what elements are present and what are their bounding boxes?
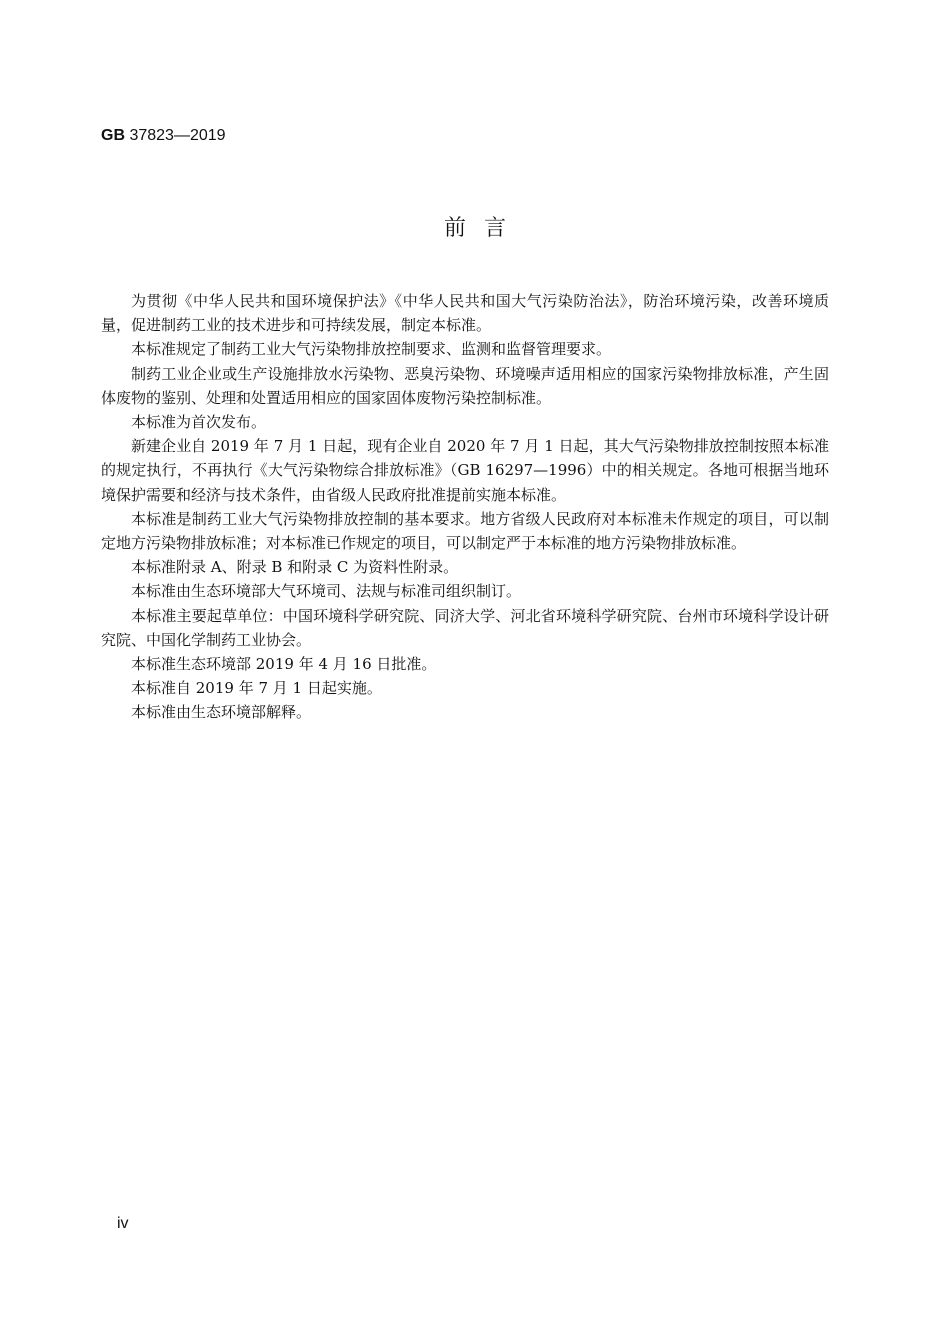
paragraph: 本标准主要起草单位：中国环境科学研究院、同济大学、河北省环境科学研究院、台州市环境科学设计研究院、中国化学制药工业协会。 (101, 606, 829, 649)
standard-code: 37823—2019 (125, 127, 226, 144)
paragraph: 本标准生态环境部 2019 年 4 月 16 日批准。 (131, 655, 437, 674)
paragraph: 本标准由生态环境部解释。 (131, 703, 312, 722)
paragraph: 新建企业自 2019 年 7 月 1 日起，现有企业自 2020 年 7 月 1 日起，其大气污染物排放控制按照本标准的规定执行，不再执行《大气污染物综合排放标准》（GB 16297—1996）中的相关规定。各地可根据当地环境保护需要和经济与技术条件，由省级人民政府批准提前实施本标准。 (101, 437, 829, 504)
paragraph: 本标准是制药工业大气污染物排放控制的基本要求。地方省级人民政府对本标准未作规定的项目，可以制定地方污染物排放标准；对本标准已作规定的项目，可以制定严于本标准的地方污染物排放标准。 (101, 509, 829, 553)
paragraph: 本标准由生态环境部大气环境司、法规与标准司组织制订。 (131, 582, 522, 601)
paragraph: 本标准附录 A、附录 B 和附录 C 为资料性附录。 (131, 558, 459, 577)
page-number: iv (117, 1215, 129, 1232)
paragraph: 为贯彻《中华人民共和国环境保护法》《中华人民共和国大气污染防治法》，防治环境污染，改善环境质量，促进制药工业的技术进步和可持续发展，制定本标准。 (101, 292, 829, 335)
page-title: 前言 (443, 216, 524, 241)
standard-number-header (101, 126, 226, 146)
foreword-body (101, 289, 829, 725)
standard-prefix: GB (101, 127, 125, 144)
paragraph: 本标准为首次发布。 (131, 413, 267, 432)
paragraph: 本标准自 2019 年 7 月 1 日起实施。 (131, 679, 382, 698)
paragraph: 本标准规定了制药工业大气污染物排放控制要求、监测和监督管理要求。 (131, 340, 612, 359)
paragraph: 制药工业企业或生产设施排放水污染物、恶臭污染物、环境噪声适用相应的国家污染物排放标准，产生固体废物的鉴别、处理和处置适用相应的国家固体废物污染控制标准。 (101, 364, 829, 407)
